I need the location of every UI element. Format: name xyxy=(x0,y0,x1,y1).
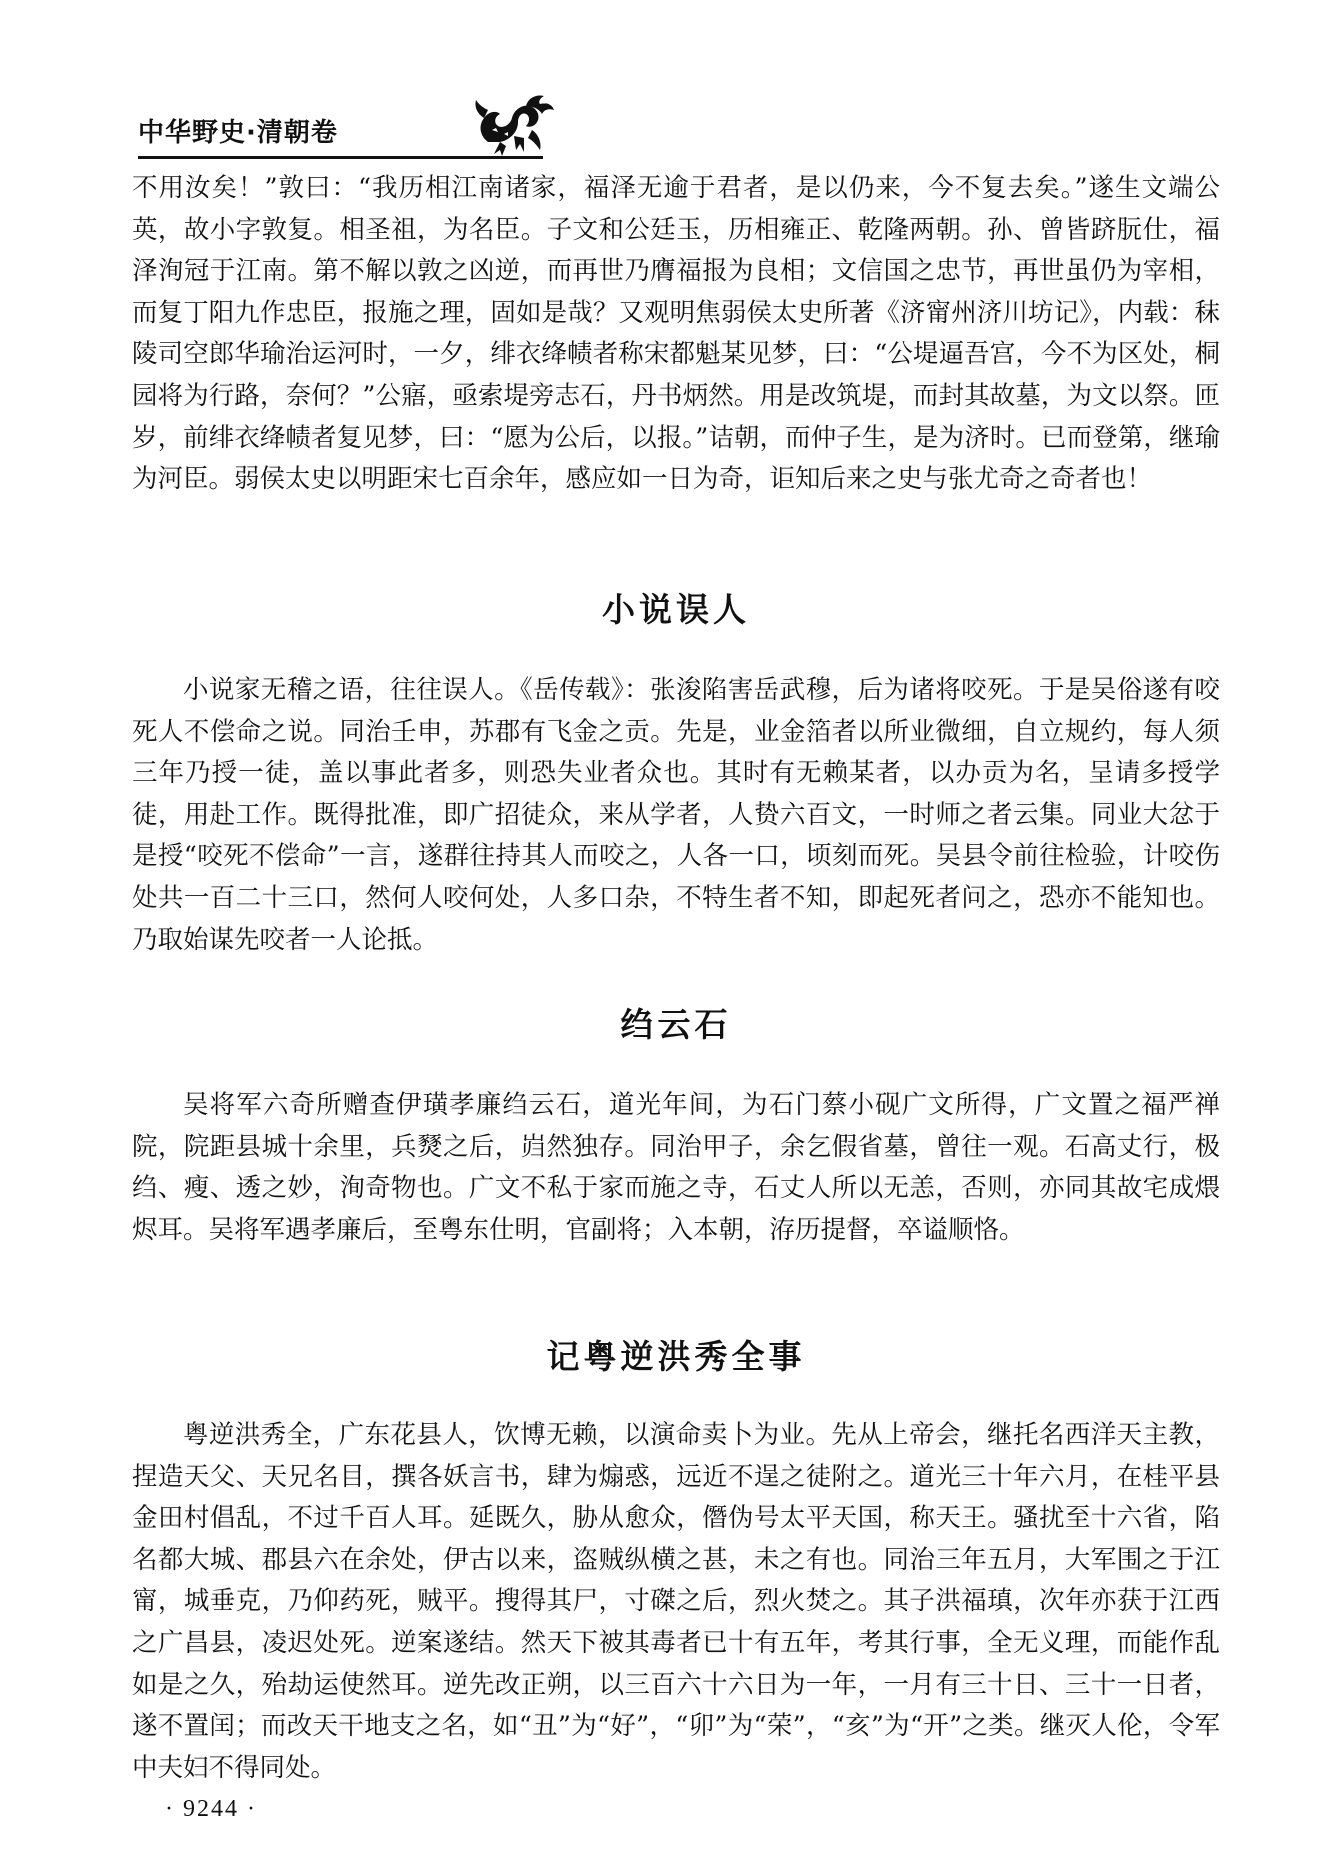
section-title-zhouyun-shi: 绉云石 xyxy=(620,1005,732,1044)
section-title-xiaoshuo-wuren: 小说误人 xyxy=(602,590,750,629)
section-title-hong-xiuquan: 记粤逆洪秀全事 xyxy=(546,1337,806,1376)
section-body-hong-xiuquan: 粤逆洪秀全，广东花县人，饮博无赖，以演命卖卜为业。先从上帝会，继托名西洋天主教，捏造天父、天兄名目，撰各妖言书，肆为煽惑，远近不逞之徒附之。道光三十年六月，在桂平县金田村倡乱，不过千百人耳。延既久，胁从愈众，僭伪号太平天国，称天王。骚扰至十六省，陷名都大城、郡县六在余处，伊古以来，盗贼纵横之甚，未之有也。同治三年五月，大军围之于江甯，城垂克，乃仰药死，贼平。搜得其尸，寸磔之后，烈火焚之。其子洪福瑱，次年亦获于江西之广昌县，凌迟处死。逆案遂结。然天下被其毒者已十有五年，考其行事，全无义理，而能作乱如是之久，殆劫运使然耳。逆先改正朔，以三百六十六日为一年，一月有三十日、三十一日者，遂不置闰；而改天干地支之名，如“丑”为“好”，“卯”为“荣”，“亥”为“开”之类。继灭人伦，令军中夫妇不得同处。 xyxy=(132,1420,1220,1783)
section-body-zhouyun-shi: 吴将军六奇所赠查伊璜孝廉绉云石，道光年间，为石门蔡小砚广文所得，广文置之福严禅院，院距县城十余里，兵燹之后，岿然独存。同治甲子，余乞假省墓，曾往一观。石高丈行，极绉、瘦、透之妙，洵奇物也。广文不私于家而施之寺，石丈人所以无恙，否则，亦同其故宅成煨烬耳。吴将军遇孝廉后，至粤东仕明，官副将；入本朝，洊历提督，卒谥顺恪。 xyxy=(132,1090,1220,1245)
page-number: · 9244 · xyxy=(165,1796,257,1822)
dragon-icon xyxy=(470,90,558,160)
continued-paragraph: 不用汝矣！”敦曰：“我历相江南诸家，福泽无逾于君者，是以仍来，今不复去矣。”遂生文端公英，故小字敦复。相圣祖，为名臣。子文和公廷玉，历相雍正、乾隆两朝。孙、曾皆跻朊仕，福泽洵冠于江南。第不解以敦之凶逆，而再世乃膺福报为良相；文信国之忠节，再世虽仍为宰相，而复丁阳九作忠臣，报施之理，固如是哉？又观明焦弱侯太史所著《济甯州济川坊记》，内载：秣陵司空郎华瑜治运河时，一夕，绯衣绛帻者称宋都魁某见梦，曰：“公堤逼吾宫，今不为区处，桐园将为行路，奈何？”公寤，亟索堤旁志石，丹书炳然。用是改筑堤，而封其故墓，为文以祭。匝岁，前绯衣绛帻者复见梦，曰：“愿为公后，以报。”诘朝，而仲子生，是为济时。已而登第，继瑜为河臣。弱侯太史以明距宋七百余年，感应如一日为奇，讵知后来之史与张尤奇之奇者也！ xyxy=(132,173,1220,495)
book-title: 中华野史·清朝卷 xyxy=(138,118,338,148)
section-body-xiaoshuo-wuren: 小说家无稽之语，往往误人。《岳传载》：张浚陷害岳武穆，后为诸将咬死。于是吴俗遂有咬死人不偿命之说。同治壬申，苏郡有飞金之贡。先是，业金箔者以所业微细，自立规约，每人须三年乃授一徒，盖以事此者多，则恐失业者众也。其时有无赖某者，以办贡为名，呈请多授学徒，用赴工作。既得批准，即广招徒众，来从学者，人贽六百文，一时师之者云集。同业大忿于是授“咬死不偿命”一言，遂群往持其人而咬之，人各一口，顷刻而死。吴县令前往检验，计咬伤处共一百二十三口，然何人咬何处，人多口杂，不特生者不知，即起死者问之，恐亦不能知也。乃取始谋先咬者一人论抵。 xyxy=(132,675,1220,955)
